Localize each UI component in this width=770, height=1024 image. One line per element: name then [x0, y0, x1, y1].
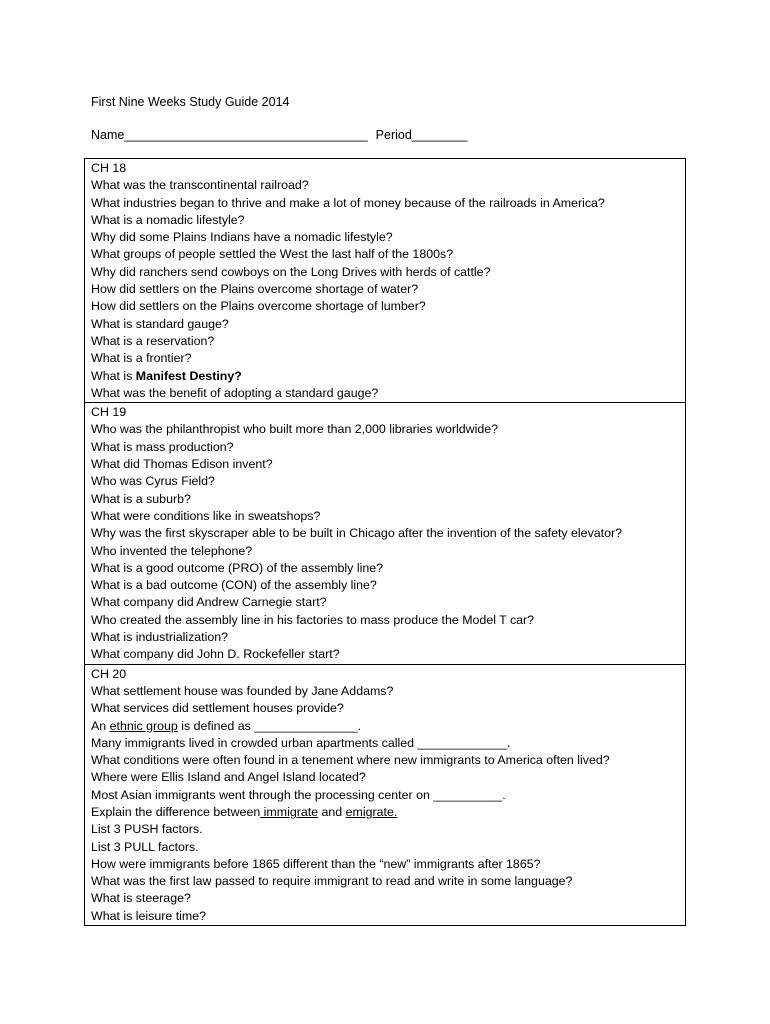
question: Many immigrants lived in crowded urban apartments called _____________. [91, 735, 511, 750]
question: What is a good outcome (PRO) of the assembly line? [91, 560, 384, 575]
question: What is standard gauge? [91, 316, 229, 331]
question: Most Asian immigrants went through the processing center on __________. [91, 787, 506, 802]
question: Why did some Plains Indians have a nomadic lifestyle? [91, 230, 393, 245]
question: What company did John D. Rockefeller start? [91, 647, 340, 662]
question-prefix: What is [91, 368, 136, 383]
question-manifest-destiny [91, 368, 685, 385]
question: What services did settlement houses provide? [91, 701, 344, 716]
underlined-term: emigrate. [345, 804, 398, 819]
section-heading: CH 20 [91, 666, 127, 681]
question: What is industrialization? [91, 630, 229, 645]
section-ch18 [85, 159, 685, 403]
question: What conditions were often found in a tenement where new immigrants to America often lived? [91, 753, 610, 768]
question: What groups of people settled the West the last half of the 1800s? [91, 247, 454, 262]
question: Why did ranchers send cowboys on the Long Drives with herds of cattle? [91, 264, 491, 279]
section-heading: CH 18 [91, 161, 127, 175]
section-ch19 [85, 403, 685, 664]
question: What were conditions like in sweatshops? [91, 508, 321, 523]
question-ethnic-group [91, 718, 685, 735]
question: What is a reservation? [91, 333, 215, 348]
question: How were immigrants before 1865 different than the “new” immigrants after 1865? [91, 856, 541, 871]
name-period-line [91, 127, 467, 143]
question-immigrate-emigrate [91, 804, 685, 821]
section-ch20 [85, 665, 685, 925]
name-field-label: Name___________________________________ [91, 128, 368, 142]
question: Where were Ellis Island and Angel Island located? [91, 770, 366, 785]
question: What is a frontier? [91, 351, 192, 366]
question: What is steerage? [91, 891, 191, 906]
question: Who was Cyrus Field? [91, 474, 215, 489]
underlined-term: ethnic group [109, 718, 178, 733]
question: Who was the philanthropist who built more than 2,000 libraries worldwide? [91, 422, 499, 437]
question-middle: and [318, 804, 346, 819]
question: What industries began to thrive and make a lot of money because of the railroads in America? [91, 195, 605, 210]
question: How did settlers on the Plains overcome shortage of lumber? [91, 299, 426, 314]
question: Who invented the telephone? [91, 543, 253, 558]
question-prefix: An [91, 718, 110, 733]
question: Who created the assembly line in his factories to mass produce the Model T car? [91, 612, 535, 627]
question: List 3 PULL factors. [91, 839, 199, 854]
question-prefix: Explain the difference between [91, 804, 261, 819]
question: What is leisure time? [91, 908, 206, 923]
question: What is a bad outcome (CON) of the assembly line? [91, 578, 377, 593]
question: List 3 PUSH factors. [91, 822, 203, 837]
question: What was the benefit of adopting a standard gauge? [91, 385, 379, 400]
question: What company did Andrew Carnegie start? [91, 595, 327, 610]
question: What is a suburb? [91, 491, 191, 506]
bold-term: Manifest Destiny? [135, 368, 242, 383]
study-guide-table [84, 158, 686, 926]
question: What was the first law passed to require immigrant to read and write in some language? [91, 874, 573, 889]
question: Why was the first skyscraper able to be built in Chicago after the invention of the safety elevator? [91, 526, 623, 541]
question: What is a nomadic lifestyle? [91, 212, 245, 227]
question-suffix: is defined as _______________. [177, 718, 362, 733]
page-title: First Nine Weeks Study Guide 2014 [91, 95, 290, 109]
period-field-label: Period________ [375, 128, 468, 142]
question: How did settlers on the Plains overcome shortage of water? [91, 282, 419, 297]
underlined-term: immigrate [260, 804, 319, 819]
question: What is mass production? [91, 439, 234, 454]
question: What did Thomas Edison invent? [91, 457, 273, 472]
question: What settlement house was founded by Jane Addams? [91, 683, 394, 698]
question: What was the transcontinental railroad? [91, 178, 309, 193]
section-heading: CH 19 [91, 405, 127, 420]
